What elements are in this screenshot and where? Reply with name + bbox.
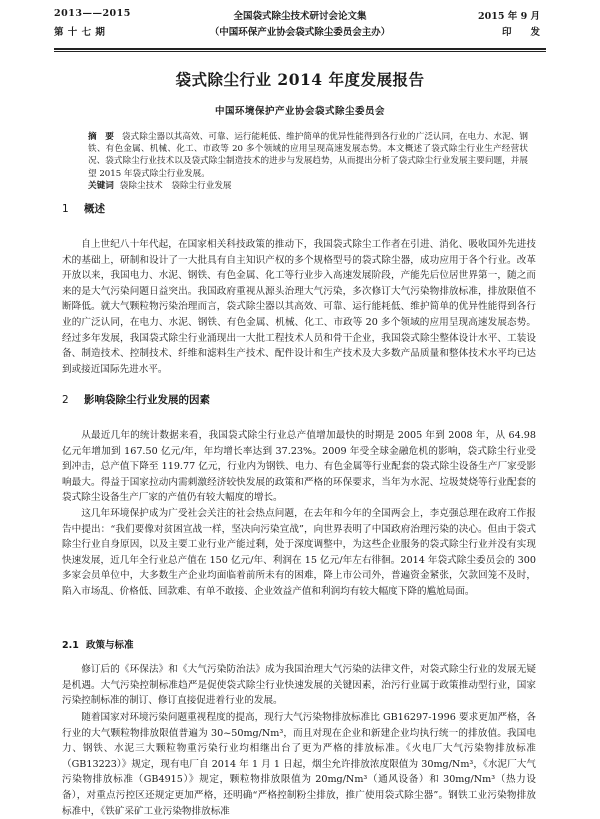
header-publish-date: 2015 年 9 月 bbox=[478, 11, 540, 22]
keywords-text: 袋除尘技术 袋除尘行业发展 bbox=[119, 181, 232, 191]
header-date-range: 2013——2015 bbox=[54, 8, 131, 19]
section-2-title: 影响袋除尘行业发展的因素 bbox=[84, 394, 210, 406]
header-rule-thick bbox=[54, 48, 546, 50]
section-2-heading bbox=[62, 392, 210, 407]
keywords bbox=[88, 179, 528, 191]
header-organizer: （中国环保产业协会袋式除尘委员会主办） bbox=[209, 27, 391, 38]
subsection-2-1-title: 政策与标准 bbox=[86, 640, 134, 651]
paper-title: 袋式除尘行业 2014 年度发展报告 bbox=[175, 70, 425, 89]
section-2-paragraph-1: 从最近几年的统计数据来看，我国袋式除尘行业总产值增加最快的时期是 2005 年到 2008 年，从 64.98 亿元年增加到 167.50 亿元/年，年均增长率达到 37.23%。2009 年受全球金融危机的影响，袋式除尘行业受到冲击，总产值下降至 119.77 亿元，行业内为钢铁、电力、有色金属等行业配套的袋式除尘设备生产厂家受影响最大。得益于国家拉动内需刺激经济较快发展的政策和严格的环保要求，当年为水泥、垃圾焚烧等行业配套的袋式除尘设备生产厂家的产值仍有较大幅度的增长。 bbox=[62, 430, 536, 504]
subsection-2-1-paragraph-1: 修订后的《环保法》和《大气污染防治法》成为我国治理大气污染的法律文件，对袋式除尘行业的发展无疑是机遇。大气污染控制标准趋严是促使袋式除尘行业快速发展的关键因素，治污行业属于政策推动型行业，国家污染控制标准的制订、修订直接促进着行业的发展。 bbox=[62, 664, 536, 707]
header-print-issue: 印 发 bbox=[501, 27, 540, 38]
subsection-2-1-paragraph-2: 随着国家对环境污染问题重视程度的提高，现行大气污染物排放标准比 GB16297-1996 要求更加严格，各行业的大气颗粒物排放限值普遍为 30~50mg/Nm³，而且对现在企业和新建企业均执行统一的排放值。我国电力、钢铁、水泥三大颗粒物重污染行业均相继出台了更为严格的排放标准。《火电厂大气污染物排放标准（GB13223）》规定，现有电厂自 2014 年 1 月 1 日起，烟尘允许排放浓度限值为 30mg/Nm³，《水泥厂大气污染物排放标准（GB4915）》规定，颗粒物排放限值为 20mg/Nm³（通风设备）和 30mg/Nm³（热力设备），对重点污控区还规定更加严格，还明确“严格控制粉尘排放，推广使用袋式除尘器”。钢铁工业污染物排放标准中，《铁矿采矿工业污染物排放标准 bbox=[62, 712, 536, 817]
section-1-paragraph: 自上世纪八十年代起，在国家相关科技政策的推动下，我国袋式除尘工作者在引进、消化、吸收国外先进技术的基础上，研制和设计了一大批具有自主知识产权的多个规格型号的袋式除尘器，成功应用于各个行业。改革开放以来，我国电力、水泥、钢铁、有色金属、化工等行业步入高速发展阶段，产能先后位居世界第一，随之而来的是大气污染问题日益突出。我国政府重视从源头治理大气污染，多次修订大气污染物排放标准，排放限值不断降低。就大气颗粒物污染治理而言，袋式除尘器以其高效、可靠、运行能耗低、维护简单的优异性能得到各行业的广泛认同，在电力、水泥、钢铁、有色金属、机械、化工、市政等 20 多个领域的应用呈现高速发展态势。经过多年发展，我国袋式除尘行业涌现出一大批工程技术人员和骨干企业，我国袋式除尘整体设计水平、工装设备、制造技术、控制技术、纤维和滤料生产技术、配件设计和生产技术及大多数产品质量和整体技术水平均已达到或接近国际先进水平。 bbox=[62, 239, 536, 375]
section-2-paragraph-2: 这几年环境保护成为广受社会关注的社会热点问题，在去年和今年的全国两会上，李克强总理在政府工作报告中提出：“我们要像对贫困宣战一样，坚决向污染宣战”，向世界表明了中国政府治理污染的决心。但由于袋式除尘行业自身原因，以及主要工业行业产能过剩，处于深度调整中，为这些企业服务的袋式除尘行业并没有实现快速发展，近几年全行业总产值在 150 亿元/年、利润在 15 亿元/年左右徘徊。2014 年袋式除尘委员会的 300 多家会员单位中，大多数生产企业均面临着前所未有的困难，降上市公司外，普遍资金紧张，欠款回笼不及时，陷入市场乱、价格低、回款难、有单不敢接、企业效益产值和利润均有较大幅度下降的尴尬局面。 bbox=[62, 508, 536, 597]
header-proceedings-title: 全国袋式除尘技术研讨会论文集 bbox=[233, 11, 367, 22]
section-1-title: 概述 bbox=[84, 203, 105, 215]
paper-author: 中国环境保护产业协会袋式除尘委员会 bbox=[214, 106, 385, 117]
abstract bbox=[88, 131, 528, 180]
header-issue-number: 第 十 七 期 bbox=[54, 27, 106, 38]
section-1-number: 1 bbox=[62, 203, 69, 215]
subsection-2-1-heading bbox=[62, 637, 134, 651]
keywords-label: 关键词 bbox=[88, 181, 114, 191]
header-rule-thin bbox=[54, 51, 546, 52]
subsection-2-1-number: 2.1 bbox=[62, 640, 79, 651]
abstract-text: 袋式除尘器以其高效、可靠、运行能耗低、维护简单的优异性能得到各行业的广泛认同，在电力、水泥、钢铁、有色金属、机械、化工、市政等 20 多个领域的应用呈现高速发展态势。本文概述了袋式除尘行业生产经营状况、袋式除尘行业技术以及袋式除尘制造技术的进步与发展趋势，从而提出分析了袋式除尘行业发展主要问题，并展望 2015 年袋式除尘行业发展。 bbox=[88, 132, 528, 179]
section-2-number: 2 bbox=[62, 394, 69, 406]
abstract-label: 摘 要 bbox=[88, 132, 114, 142]
section-1-heading bbox=[62, 201, 105, 216]
